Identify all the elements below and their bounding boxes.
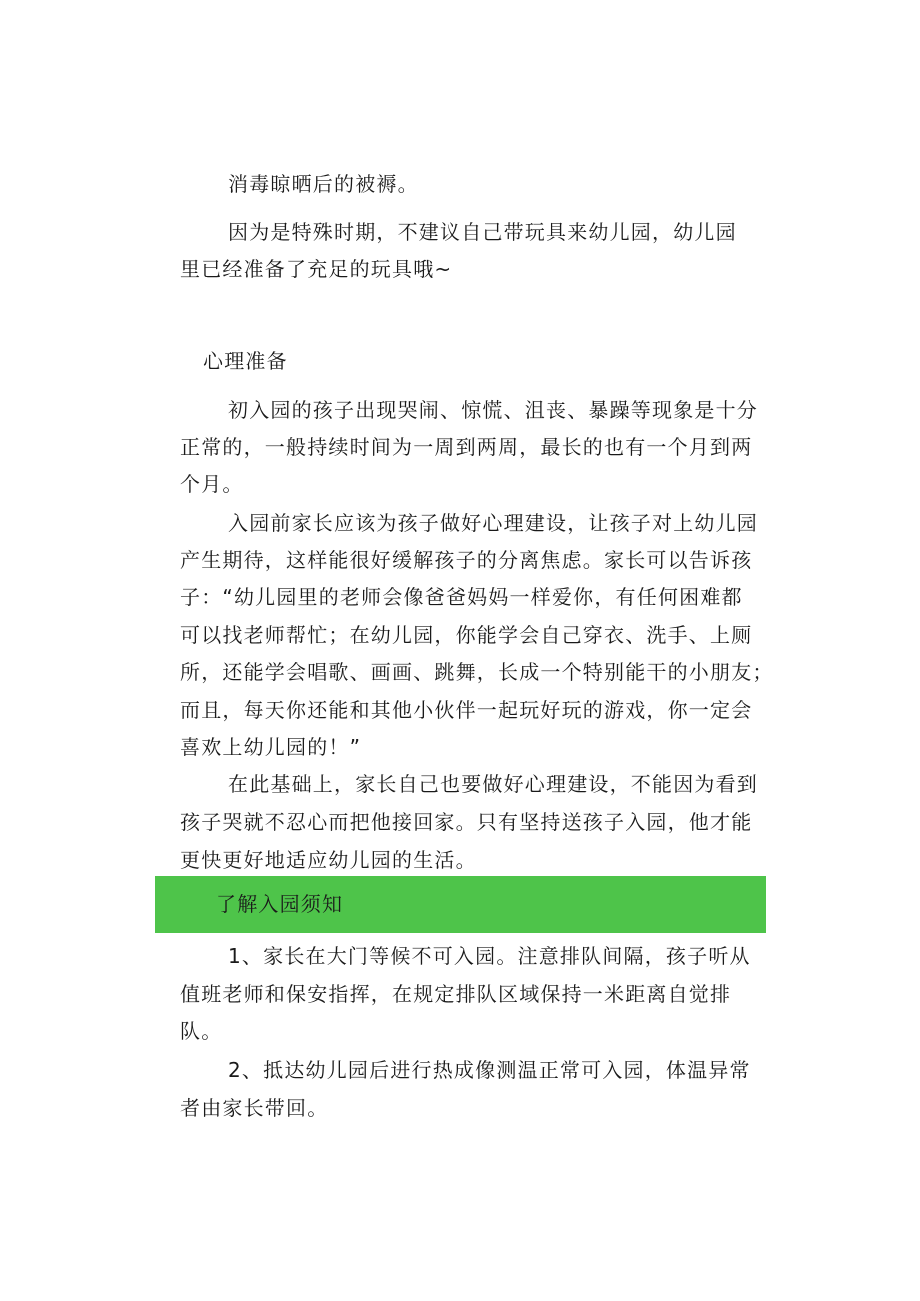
paragraph-line: 正常的，一般持续时间为一周到两周，最长的也有一个月到两 [180,435,753,459]
list-item-line: 1、家长在大门等候不可入园。注意排队间隔，孩子听从 [228,944,751,968]
list-item-line: 值班老师和保安指挥，在规定排队区域保持一米距离自觉排 [180,982,732,1006]
paragraph-line: 产生期待，这样能很好缓解孩子的分离焦虑。家长可以告诉孩 [180,548,753,572]
paragraph-line: 所，还能学会唱歌、画画、跳舞，长成一个特别能干的小朋友； [180,660,774,684]
paragraph-line: 可以找老师帮忙；在幼儿园，你能学会自己穿衣、洗手、上厕 [180,623,753,647]
paragraph-line: 在此基础上，家长自己也要做好心理建设，不能因为看到 [228,772,758,796]
list-item-line: 者由家长带回。 [180,1096,329,1120]
section-heading-admission-notice: 了解入园须知 [216,892,344,916]
paragraph-line: 更快更好地适应幼儿园的生活。 [180,848,477,872]
paragraph-line: 里已经准备了充足的玩具哦~ [180,257,453,281]
paragraph-line: 子：“幼儿园里的老师会像爸爸妈妈一样爱你，有任何困难都 [180,585,743,609]
paragraph-line: 消毒晾晒后的被褥。 [228,172,419,196]
paragraph-line: 喜欢上幼儿园的！” [180,735,362,759]
section-heading-bar [155,876,766,933]
paragraph-line: 孩子哭就不忍心而把他接回家。只有坚持送孩子入园，他才能 [180,810,753,834]
paragraph-line: 因为是特殊时期，不建议自己带玩具来幼儿园，幼儿园 [228,220,737,244]
paragraph-line: 初入园的孩子出现哭闹、惊慌、沮丧、暴躁等现象是十分 [228,398,758,422]
paragraph-line: 而且，每天你还能和其他小伙伴一起玩好玩的游戏，你一定会 [180,698,753,722]
list-item-line: 队。 [180,1019,223,1043]
list-item-line: 2、抵达幼儿园后进行热成像测温正常可入园，体温异常 [228,1058,751,1082]
paragraph-line: 入园前家长应该为孩子做好心理建设，让孩子对上幼儿园 [228,511,758,535]
paragraph-line: 个月。 [180,472,244,496]
section-heading-psychological-prep: 心理准备 [203,349,288,373]
